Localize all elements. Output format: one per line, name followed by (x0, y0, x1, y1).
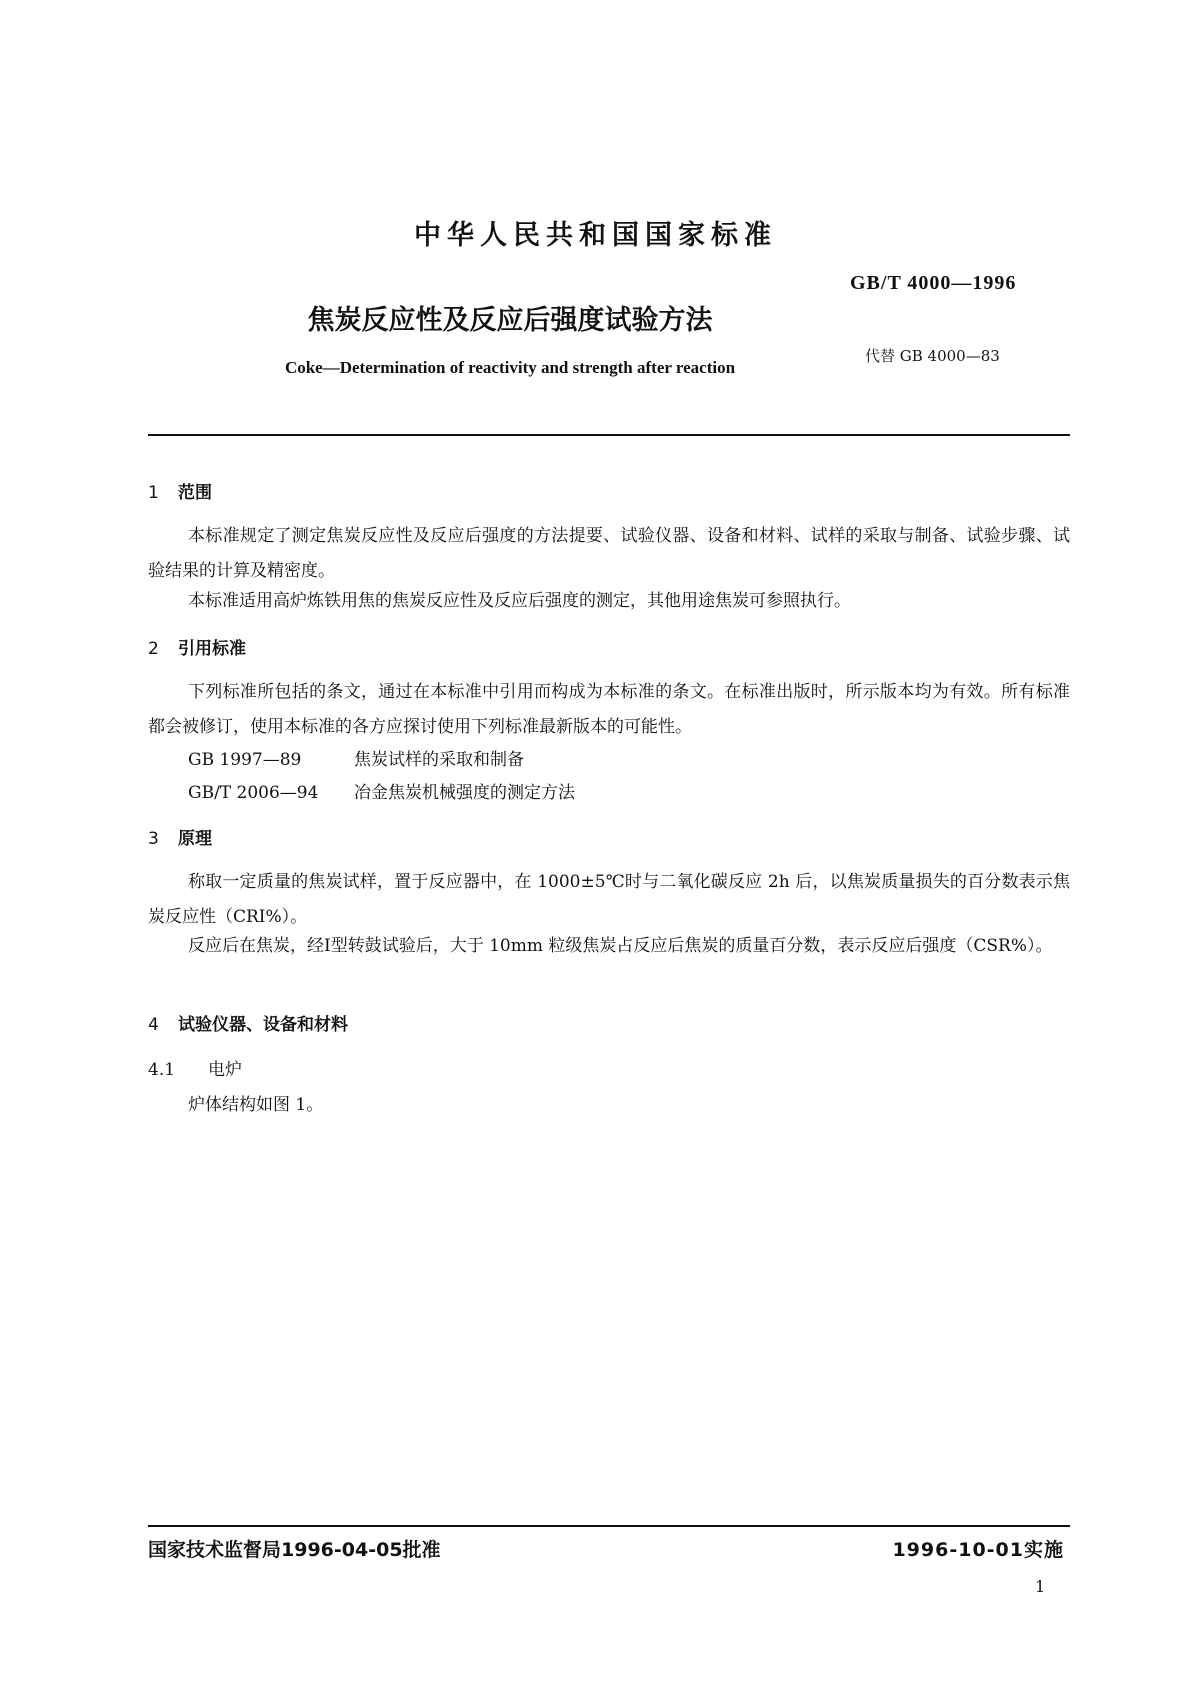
document-title-en: Coke—Determination of reactivity and strength after reaction (284, 358, 736, 377)
reference-item: GB 1997—89 焦炭试样的采取和制备 (188, 750, 524, 770)
section-2-paragraph-1: 下列标准所包括的条文，通过在本标准中引用而构成为本标准的条文。在标准出版时，所示版本均为有效。所有标准都会被修订，使用本标准的各方应探讨使用下列标准最新版本的可能性。 (148, 682, 1070, 737)
section-3-paragraph-1: 称取一定质量的焦炭试样，置于反应器中，在 1000±5℃时与二氧化碳反应 2h 后，以焦炭质量损失的百分数表示焦炭反应性（CRI%）。 (148, 872, 1070, 927)
section-heading-2: 2 引用标准 (148, 639, 246, 659)
subsection-4-1-text: 炉体结构如图 1。 (188, 1095, 324, 1115)
section-1-paragraph-2: 本标准适用高炉炼铁用焦的焦炭反应性及反应后强度的测定，其他用途焦炭可参照执行。 (188, 591, 851, 611)
replaces-standard: 代替 GB 4000—83 (865, 347, 1000, 365)
section-heading-3: 3 原理 (148, 829, 212, 849)
effective-date: 1996-10-01实施 (892, 1539, 1064, 1561)
document-title-cn: 焦炭反应性及反应后强度试验方法 (307, 305, 713, 336)
reference-item: GB/T 2006—94 冶金焦炭机械强度的测定方法 (188, 783, 575, 803)
footer-divider (148, 1525, 1070, 1527)
section-3-paragraph-2: 反应后在焦炭，经Ⅰ型转鼓试验后，大于 10mm 粒级焦炭占反应后焦炭的质量百分数，表示反应后强度（CSR%）。 (188, 936, 1053, 956)
page-number: 1 (1035, 1577, 1046, 1596)
section-heading-4: 4 试验仪器、设备和材料 (148, 1015, 348, 1035)
header-divider (148, 434, 1070, 436)
national-standard-heading: 中华人民共和国国家标准 (414, 220, 777, 251)
standard-number: GB/T 4000—1996 (850, 272, 1017, 294)
section-1-paragraph-1: 本标准规定了测定焦炭反应性及反应后强度的方法提要、试验仪器、设备和材料、试样的采取与制备、试验步骤、试验结果的计算及精密度。 (148, 526, 1070, 581)
subsection-4-1: 4.1 电炉 (148, 1060, 242, 1080)
section-heading-1: 1 范围 (148, 483, 212, 503)
approval-date: 国家技术监督局1996-04-05批准 (148, 1539, 441, 1561)
